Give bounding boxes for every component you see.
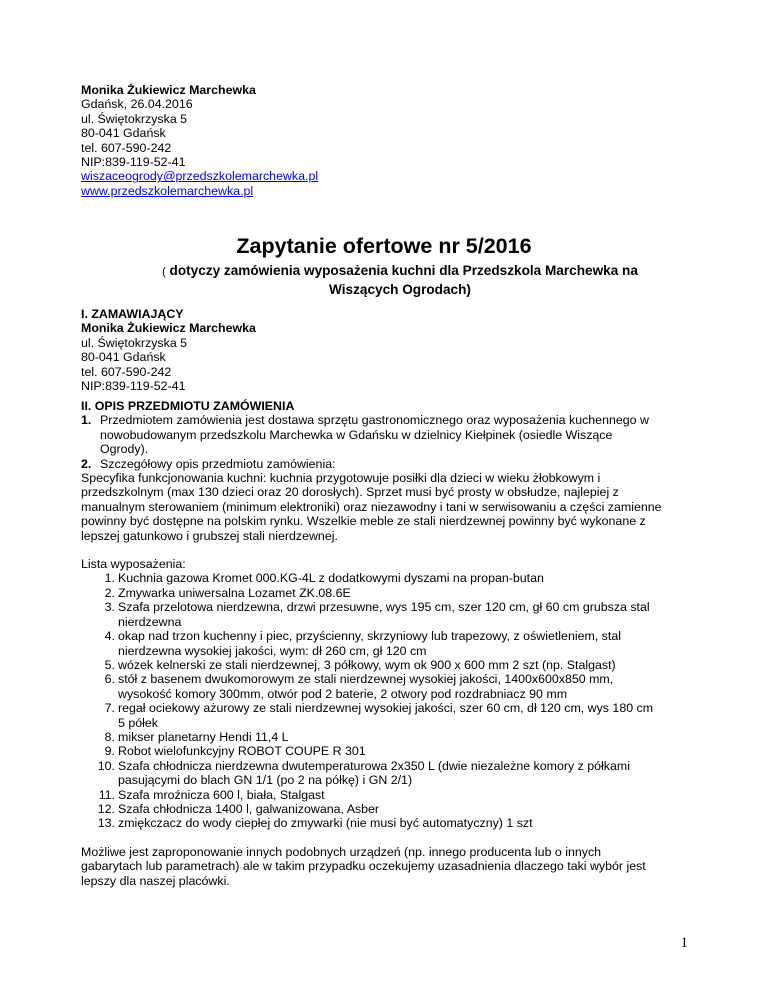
requirement-1-number: 1. — [81, 413, 92, 428]
list-item — [100, 730, 688, 744]
subtitle-line-1: dotyczy zamówienia wyposażenia kuchni dla Przedszkola Marchewka na — [169, 263, 638, 278]
list-item — [97, 801, 688, 816]
list-item-text: 5 półek — [118, 715, 158, 730]
list-item-number: 5. — [104, 657, 115, 672]
list-item — [97, 816, 688, 831]
list-item-text: mikser planetarny Hendi 11,4 L — [118, 729, 289, 744]
list-item — [100, 744, 688, 758]
sender-phone: tel. 607-590-242 — [81, 140, 172, 155]
list-item-text: Szafa przelotowa nierdzewna, drzwi przesuwne, wys 195 cm, szer 120 cm, gł 60 cm grubsza stal — [118, 600, 650, 615]
list-item-text: Zmywarka uniwersalna Lozamet ZK.08.6E — [118, 585, 351, 600]
section-orderer — [81, 307, 688, 393]
list-item-text: Robot wielofunkcyjny ROBOT COUPE R 301 — [118, 744, 366, 759]
website-link[interactable]: www.przedszkolemarchewka.pl — [81, 183, 254, 198]
list-item-number: 2. — [104, 585, 115, 600]
closing-line-1: Możliwe jest zaproponowanie innych podobnych urządzeń (np. innego producenta lub o innych — [81, 844, 602, 859]
list-item-number: 11. — [98, 787, 115, 802]
list-item-number: 9. — [104, 744, 115, 759]
closing-line-3: lepszy dla naszej placówki. — [81, 873, 230, 888]
list-item — [100, 672, 688, 701]
requirement-1 — [81, 413, 688, 456]
list-item-number: 10. — [97, 758, 115, 773]
sender-nip: NIP:839-119-52-41 — [81, 155, 186, 170]
list-item — [100, 701, 688, 730]
page-number: 1 — [680, 935, 688, 951]
list-item-text: wysokość komory 300mm, otwór pod 2 baterie, 2 otwory pod rozdrabniacz 90 mm — [118, 686, 568, 701]
list-item-text: stół z basenem dwukomorowym ze stali nierdzewnej wysokiej jakości, 1400x600x850 mm, — [118, 672, 614, 687]
orderer-nip: NIP:839-119-52-41 — [81, 379, 186, 394]
requirement-1-line-2: nowobudowanym przedszkolu Marchewka w Gdańsku w dzielnicy Kiełpinek (osiedle Wiszące — [100, 427, 613, 442]
requirement-1-line-1: Przedmiotem zamówienia jest dostawa sprzętu gastronomicznego oraz wyposażenia kuchennego w — [100, 413, 649, 428]
equipment-list — [81, 571, 688, 830]
list-item — [100, 571, 688, 585]
requirement-2-line-1: Szczegółowy opis przedmiotu zamówienia: — [100, 456, 336, 471]
page-subtitle — [120, 262, 680, 298]
spec-line-3: manualnym sterowaniem (minimum elektroniki) oraz niezawodny i tani w serwisowaniu a części zamienne — [81, 499, 662, 514]
list-item-text: Kuchnia gazowa Kromet 000.KG-4L z dodatkowymi dyszami na propan-butan — [118, 571, 544, 586]
orderer-street: ul. Świętokrzyska 5 — [81, 335, 188, 350]
list-item-text: zmiękczacz do wody ciepłej do zmywarki (nie musi być automatyczny) 1 szt — [118, 816, 533, 831]
orderer-postcode-city: 80-041 Gdańsk — [81, 350, 166, 365]
list-item-number: 13. — [97, 816, 115, 831]
list-item-number: 1. — [104, 571, 115, 586]
requirement-2-number: 2. — [81, 456, 92, 471]
sender-header — [81, 83, 688, 198]
list-item-number: 4. — [104, 629, 115, 644]
spec-line-2: przedszkolnym (max 130 dzieci oraz 20 dorosłych). Sprzet musi być prosty w obsłudze, najlepiej z — [81, 485, 619, 500]
section-orderer-heading: I. ZAMAWIAJĄCY — [81, 307, 184, 321]
sender-postcode-city: 80-041 Gdańsk — [81, 126, 166, 141]
list-item-number: 6. — [104, 672, 115, 687]
orderer-name: Monika Żukiewicz Marchewka — [81, 321, 256, 336]
list-item — [100, 658, 688, 672]
list-item-text: Szafa chłodnicza nierdzewna dwutemperaturowa 2x350 L (dwie niezależne komory z półkami — [118, 758, 630, 773]
subtitle-open-paren: ( — [162, 266, 166, 278]
list-item-number: 12. — [97, 801, 115, 816]
list-item-number: 8. — [104, 729, 115, 744]
list-item — [100, 600, 688, 629]
section-description-heading: II. OPIS PRZEDMIOTU ZAMÓWIENIA — [81, 399, 295, 413]
list-item — [100, 586, 688, 600]
list-item-text: pasującymi do blach GN 1/1 (po 2 na półkę) i GN 2/1) — [118, 773, 413, 788]
spec-line-1: Specyfika funkcjonowania kuchni: kuchnia przygotowuje posiłki dla dzieci w wieku żłobkowym i — [81, 471, 601, 486]
list-item — [97, 758, 688, 788]
list-item-text: nierdzewna — [118, 614, 182, 629]
list-item-number: 3. — [104, 600, 115, 615]
list-item-text: Szafa chłodnicza 1400 l, galwanizowana, Asber — [118, 801, 380, 816]
list-item-text: okap nad trzon kuchenny i piec, przyścienny, skrzyniowy lub trapezowy, z oświetleniem, stal — [118, 629, 621, 644]
list-item-text: Szafa mroźnicza 600 l, biała, Stalgast — [118, 787, 325, 802]
subtitle-line-2: Wiszących Ogrodach) — [329, 282, 471, 297]
place-date: Gdańsk, 26.04.2016 — [81, 97, 193, 112]
section-description — [81, 399, 688, 888]
equipment-list-intro: Lista wyposażenia: — [81, 557, 186, 572]
closing-line-2: gabarytach lub parametrach) ale w takim przypadku oczekujemy uzasadnienia dlaczego taki wybór jest — [81, 859, 646, 874]
spec-line-5: lepszej gatunkowo i grubszej stali nierdzewnej. — [81, 528, 338, 543]
list-item-text: wózek kelnerski ze stali nierdzewnej, 3 półkowy, wym ok 900 x 600 mm 2 szt (np. Stalgast) — [118, 657, 616, 672]
list-item-number: 7. — [104, 701, 115, 716]
list-item — [100, 629, 688, 658]
requirement-1-line-3: Ogrody). — [100, 442, 149, 457]
requirement-2 — [81, 457, 688, 471]
page-title: Zapytanie ofertowe nr 5/2016 — [236, 234, 532, 258]
list-item-text: nierdzewna wysokiej jakości, wym: dł 260 cm, gł 120 cm — [118, 643, 427, 658]
sender-street: ul. Świętokrzyska 5 — [81, 111, 188, 126]
email-link[interactable]: wiszaceogrody@przedszkolemarchewka.pl — [81, 169, 319, 184]
list-item-text: regał ociekowy ażurowy ze stali nierdzewnej wysokiej jakości, szer 60 cm, dł 120 cm, wys 180 cm — [118, 701, 654, 716]
list-item — [100, 788, 688, 802]
spec-line-4: powinny być dostępne na polskim rynku. Wszelkie meble ze stali nierdzewnej powinny być wykonane z — [81, 514, 646, 529]
sender-name: Monika Żukiewicz Marchewka — [81, 83, 256, 97]
orderer-phone: tel. 607-590-242 — [81, 364, 172, 379]
